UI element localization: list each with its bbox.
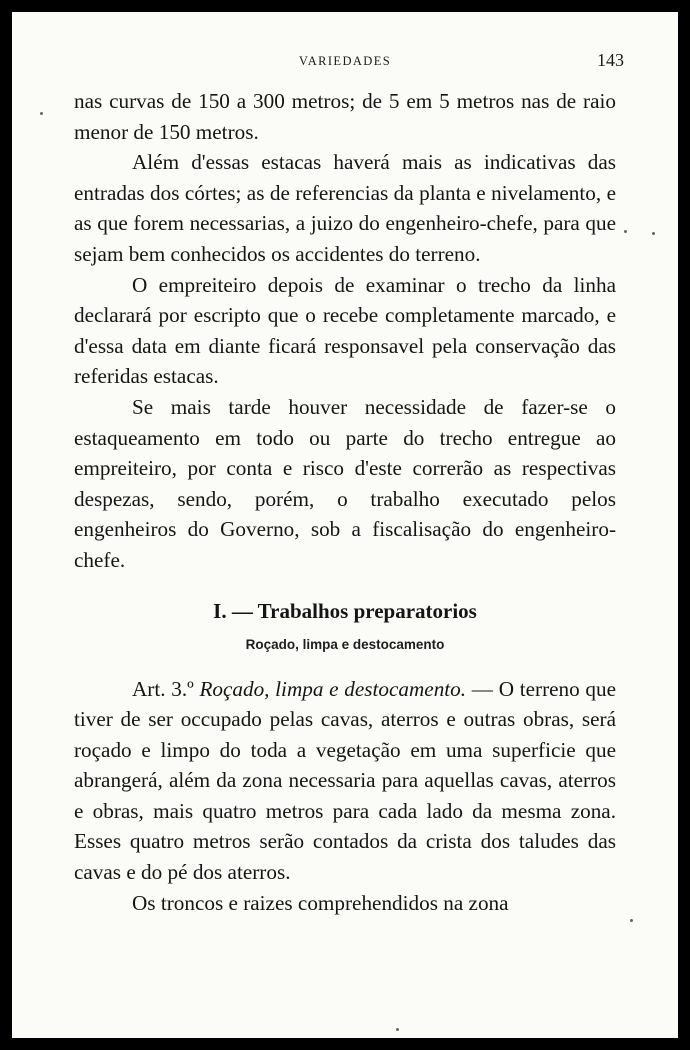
print-speck xyxy=(652,232,655,235)
body-text xyxy=(74,86,616,918)
print-speck xyxy=(396,1028,399,1031)
article-title: Roçado, limpa e destocamento. xyxy=(199,676,467,701)
subsection-title: Roçado, limpa e destocamento xyxy=(245,636,445,652)
book-page xyxy=(12,12,678,1038)
paragraph-last: Os troncos e raizes comprehendidos na zona xyxy=(132,890,509,915)
paragraph: O empreiteiro depois de examinar o trecho da linha declarará por escripto que o recebe completamente marcado, e d'essa data em diante ficará responsavel pela conservação das referidas estacas. xyxy=(74,272,616,389)
section-title: I. — Trabalhos preparatorios xyxy=(213,598,477,623)
paragraph-continuation: nas curvas de 150 a 300 metros; de 5 em 5 metros nas de raio menor de 150 metros. xyxy=(74,89,616,144)
print-speck xyxy=(624,230,627,233)
article-dash: — xyxy=(466,676,499,701)
article-body: O terreno que tiver de ser occupado pelas cavas, aterros e outras obras, será roçado e limpo do toda a vegetação em uma superficie que abrangerá, além da zona necessaria para aquellas cavas, aterros e obras, mais quatro metros para cada lado da mesma zona. Esses quatro metros serão contados da crista dos taludes das cavas e do pé dos aterros. xyxy=(74,676,617,885)
page-header xyxy=(72,50,624,74)
running-head: VARIEDADES xyxy=(298,54,392,68)
article-paragraph xyxy=(74,674,616,888)
paragraph: Além d'essas estacas haverá mais as indicativas das entradas dos córtes; as de referencias da planta e nivelamento, e as que forem necessarias, a juizo do engenheiro-chefe, para que sejam bem conhecidos os accidentes do terreno. xyxy=(74,150,616,266)
paragraph: Se mais tarde houver necessidade de fazer-se o estaqueamento em todo ou parte do trecho entregue ao empreiteiro, por conta e risco d'este correrão as respectivas despezas, sendo, porém, o trabalho executado pelos engenheiros do Governo, sob a fiscalisação do engenheiro-chefe. xyxy=(74,394,616,572)
print-speck xyxy=(630,919,633,922)
print-speck xyxy=(40,112,43,115)
article-number: Art. 3.º xyxy=(132,676,194,701)
page-number: 143 xyxy=(597,50,624,70)
